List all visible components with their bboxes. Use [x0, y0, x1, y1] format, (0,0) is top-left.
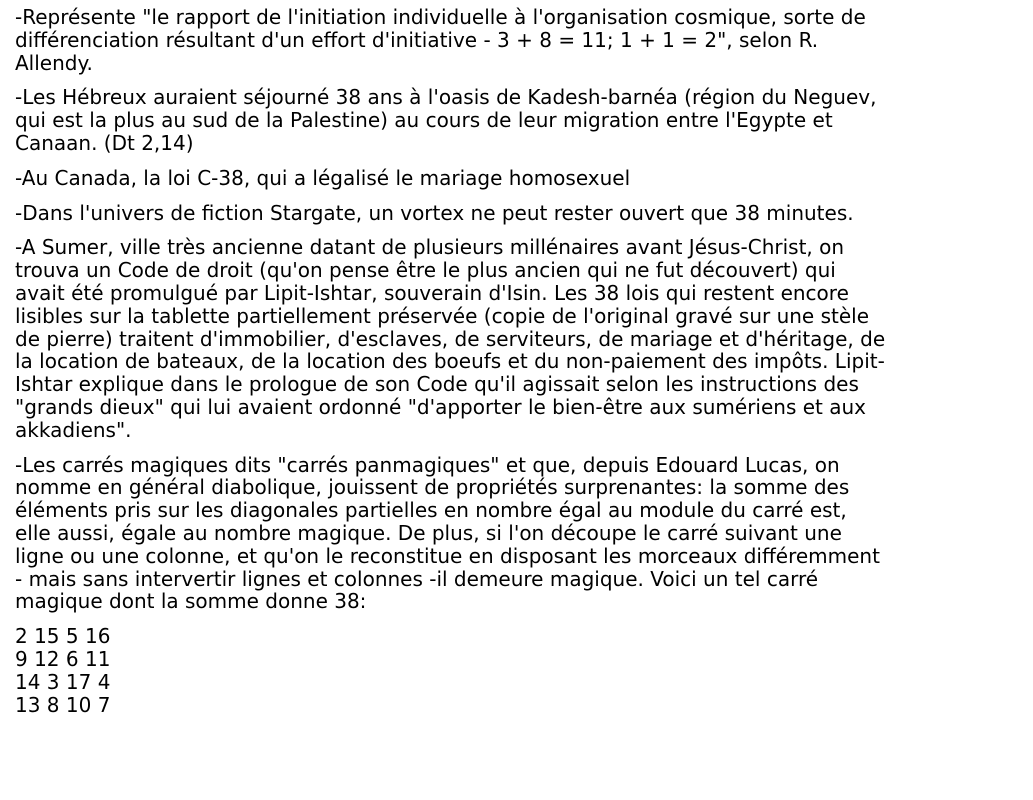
text-line: nomme en général diabolique, jouissent de propriétés surprenantes: la somme des — [15, 475, 850, 500]
text-line: qui est la plus au sud de la Palestine) au cours de leur migration entre l'Egypte et — [15, 108, 833, 133]
text-line: "grands dieux" qui lui avaient ordonné "d'apporter le bien-être aux sumériens et aux — [15, 394, 867, 419]
text-line: -Les carrés magiques dits "carrés panmagiques" et que, depuis Edouard Lucas, on — [15, 452, 840, 477]
text-line: éléments pris sur les diagonales partielles en nombre égal au module du carré est, — [15, 498, 847, 523]
text-line: -A Sumer, ville très ancienne datant de plusieurs millénaires avant Jésus-Christ, on — [15, 235, 845, 260]
text-line: de pierre) traitent d'immobilier, d'esclaves, de serviteurs, de mariage et d'héritage, de — [15, 326, 886, 351]
text-line: Ishtar explique dans le prologue de son Code qu'il agissait selon les instructions des — [15, 372, 859, 397]
text-line: Canaan. (Dt 2,14) — [15, 130, 194, 155]
text-line: Allendy. — [15, 50, 93, 75]
text-line: -Les Hébreux auraient séjourné 38 ans à l'oasis de Kadesh-barnéa (région du Neguev, — [15, 85, 877, 110]
text-line: - mais sans intervertir lignes et colonnes -il demeure magique. Voici un tel carré — [15, 566, 819, 591]
text-line: -Au Canada, la loi C-38, qui a légalisé le mariage homosexuel — [15, 165, 631, 190]
paragraph-stargate — [15, 202, 1020, 225]
text-line: différenciation résultant d'un effort d'initiative - 3 + 8 = 11; 1 + 1 = 2", selon R. — [15, 27, 819, 52]
text-line: -Dans l'univers de fiction Stargate, un vortex ne peut rester ouvert que 38 minutes. — [15, 200, 854, 225]
article-body — [15, 6, 1020, 716]
text-line: elle aussi, égale au nombre magique. De plus, si l'on découpe le carré suivant une — [15, 520, 842, 545]
magic-square-row: 13 8 10 7 — [15, 692, 111, 717]
text-line: magique dont la somme donne 38: — [15, 589, 367, 614]
text-line: la location de bateaux, de la location des boeufs et du non-paiement des impôts. Lipit- — [15, 349, 885, 374]
paragraph-allendy — [15, 6, 1020, 74]
text-line: lisibles sur la tablette partiellement préservée (copie de l'original gravé sur une stèle — [15, 303, 870, 328]
magic-square — [15, 625, 1020, 716]
paragraph-carres-magiques — [15, 454, 1020, 614]
magic-square-row: 9 12 6 11 — [15, 646, 111, 671]
paragraph-canada — [15, 167, 1020, 190]
magic-square-row: 2 15 5 16 — [15, 624, 111, 649]
text-line: akkadiens". — [15, 417, 132, 442]
magic-square-row: 14 3 17 4 — [15, 669, 111, 694]
text-line: trouva un Code de droit (qu'on pense être le plus ancien qui ne fut découvert) qui — [15, 258, 836, 283]
text-line: -Représente "le rapport de l'initiation individuelle à l'organisation cosmique, sorte de — [15, 5, 866, 29]
text-line: ligne ou une colonne, et qu'on le reconstitue en disposant les morceaux différemment — [15, 543, 880, 568]
paragraph-sumer — [15, 236, 1020, 441]
paragraph-hebreux — [15, 86, 1020, 154]
text-line: avait été promulgué par Lipit-Ishtar, souverain d'Isin. Les 38 lois qui restent encore — [15, 280, 849, 305]
